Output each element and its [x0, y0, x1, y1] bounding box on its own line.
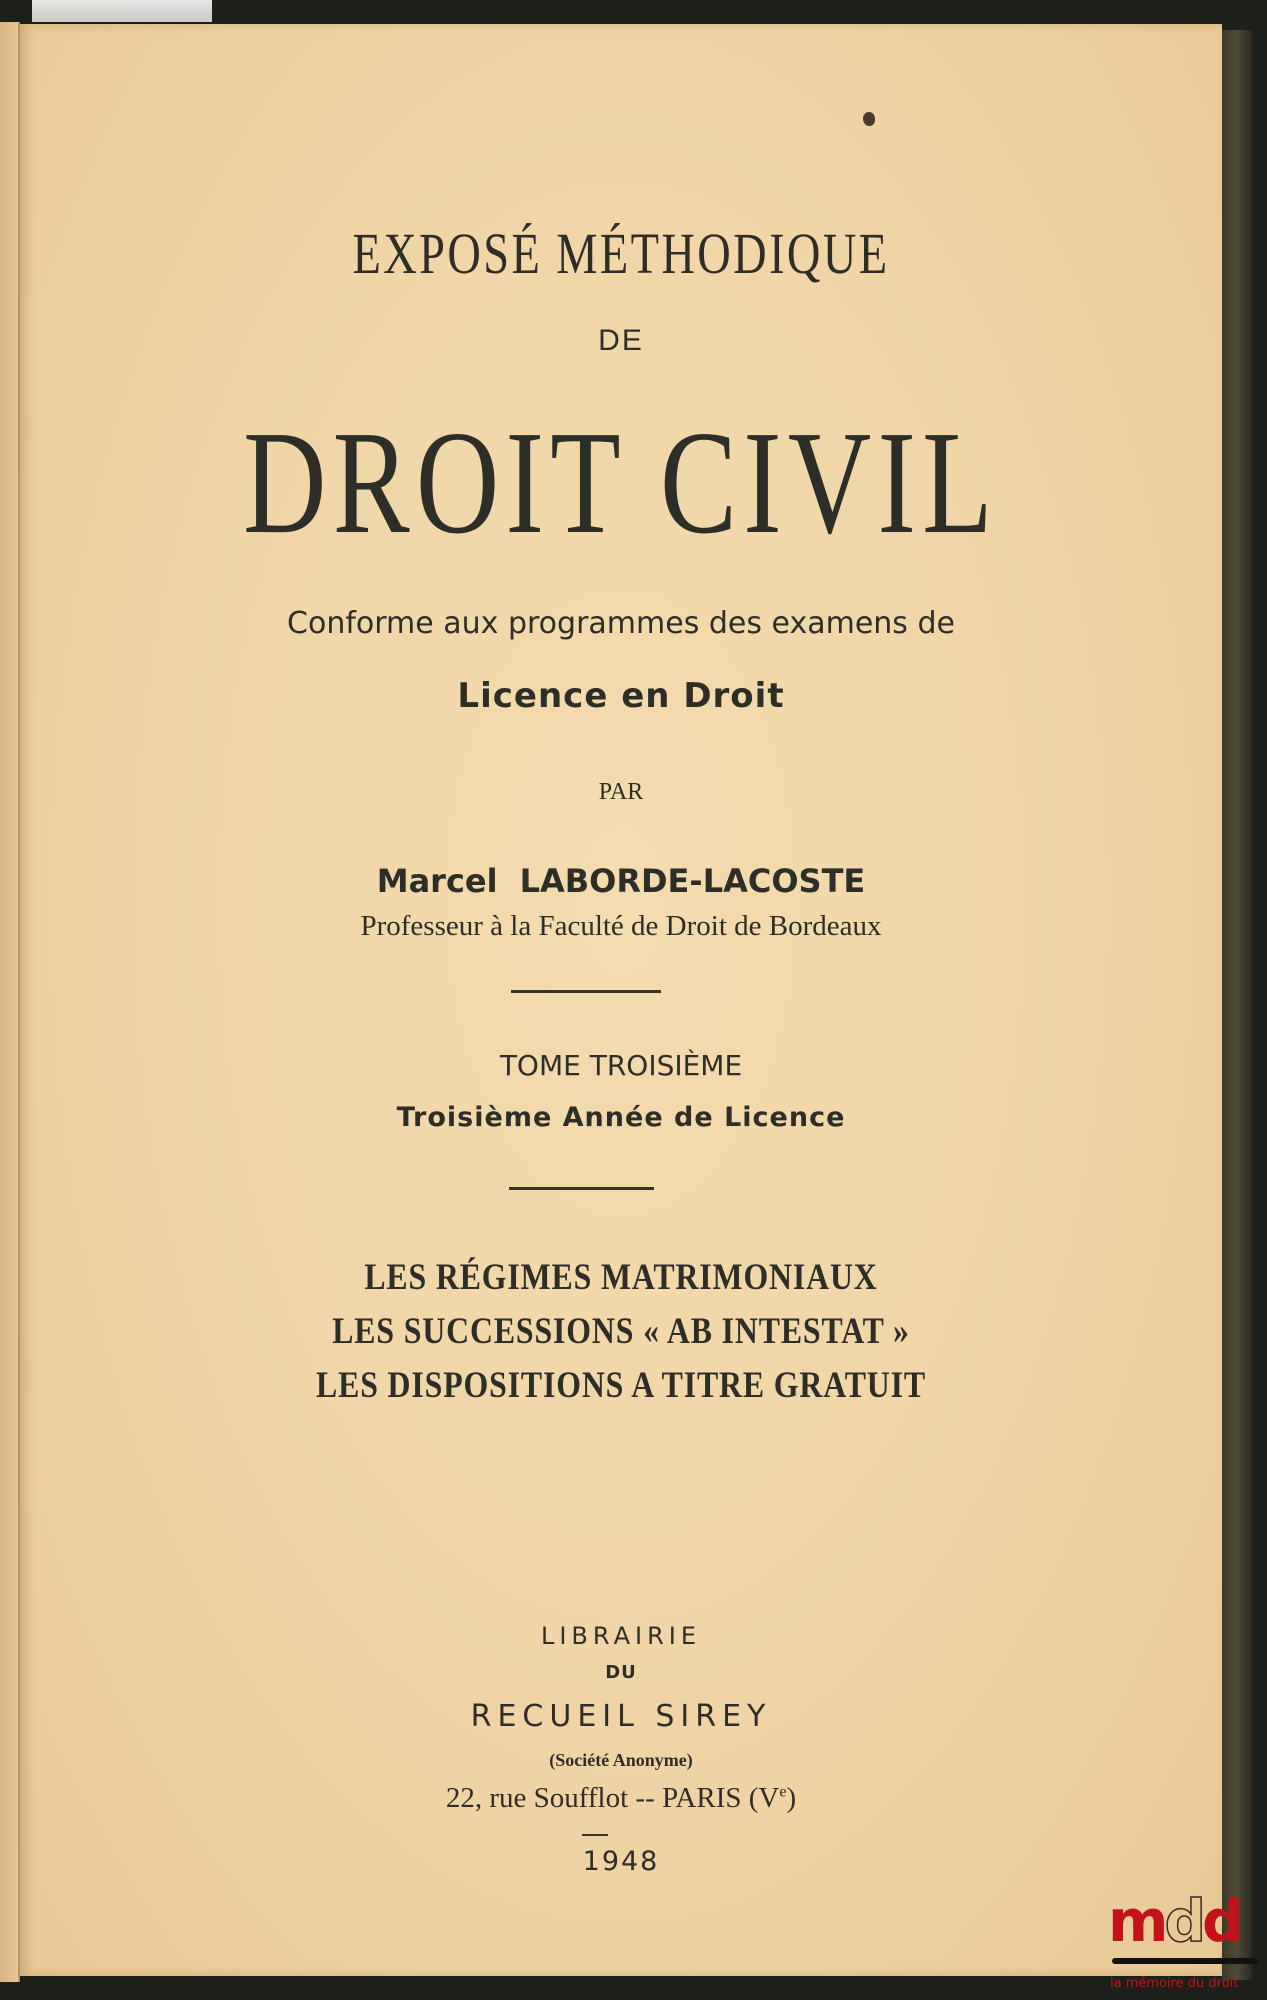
address-text: 22, rue Soufflot -- PARIS (V: [445, 1782, 780, 1814]
mdd-logo-mark: mdd: [1108, 1887, 1240, 1955]
publisher-address: [20, 1782, 1222, 1815]
topic-item: LES DISPOSITIONS A TITRE GRATUIT: [316, 1365, 926, 1406]
publisher-line-1: LIBRAIRIE: [540, 1622, 702, 1650]
author-first-name: Marcel: [376, 862, 498, 900]
book-cover-edge: [1222, 30, 1252, 1980]
left-page-edge: [0, 22, 20, 1982]
address-end: ): [786, 1782, 797, 1814]
title-page: [20, 24, 1222, 1976]
main-title: DROIT CIVIL: [243, 401, 999, 565]
publisher-name: RECUEIL SIREY: [470, 1699, 772, 1734]
scanner-tab-strip: [32, 0, 212, 22]
address-superscript: e: [779, 1783, 787, 1801]
author-affiliation: Professeur à la Faculté de Droit de Bordeaux: [360, 910, 882, 942]
logo-underline: [1112, 1958, 1258, 1964]
logo-caption: la mémoire du droit: [1110, 1976, 1239, 1991]
author-name: [20, 862, 1222, 900]
subtitle-line-1: Conforme aux programmes des examens de: [287, 606, 955, 641]
topic-item: LES SUCCESSIONS « AB INTESTAT »: [332, 1311, 910, 1352]
divider: [509, 1187, 654, 1190]
ink-spot: [863, 112, 875, 126]
publication-year: 1948: [582, 1846, 660, 1877]
mdd-watermark-logo: [1108, 1887, 1264, 2000]
volume-subtitle: Troisième Année de Licence: [396, 1102, 846, 1133]
heading-line-1: EXPOSÉ MÉTHODIQUE: [352, 221, 890, 286]
divider: [582, 1834, 608, 1836]
heading-line-2: DE: [598, 324, 644, 357]
publisher-line-2: DU: [605, 1662, 637, 1683]
volume-label: TOME TROISIÈME: [499, 1049, 743, 1082]
topic-item: LES RÉGIMES MATRIMONIAUX: [364, 1257, 878, 1298]
by-label: PAR: [598, 779, 644, 805]
publisher-company-type: (Société Anonyme): [549, 1750, 693, 1770]
author-last-name: LABORDE-LACOSTE: [519, 862, 866, 900]
subtitle-line-2: Licence en Droit: [457, 676, 785, 716]
divider: [511, 990, 661, 993]
